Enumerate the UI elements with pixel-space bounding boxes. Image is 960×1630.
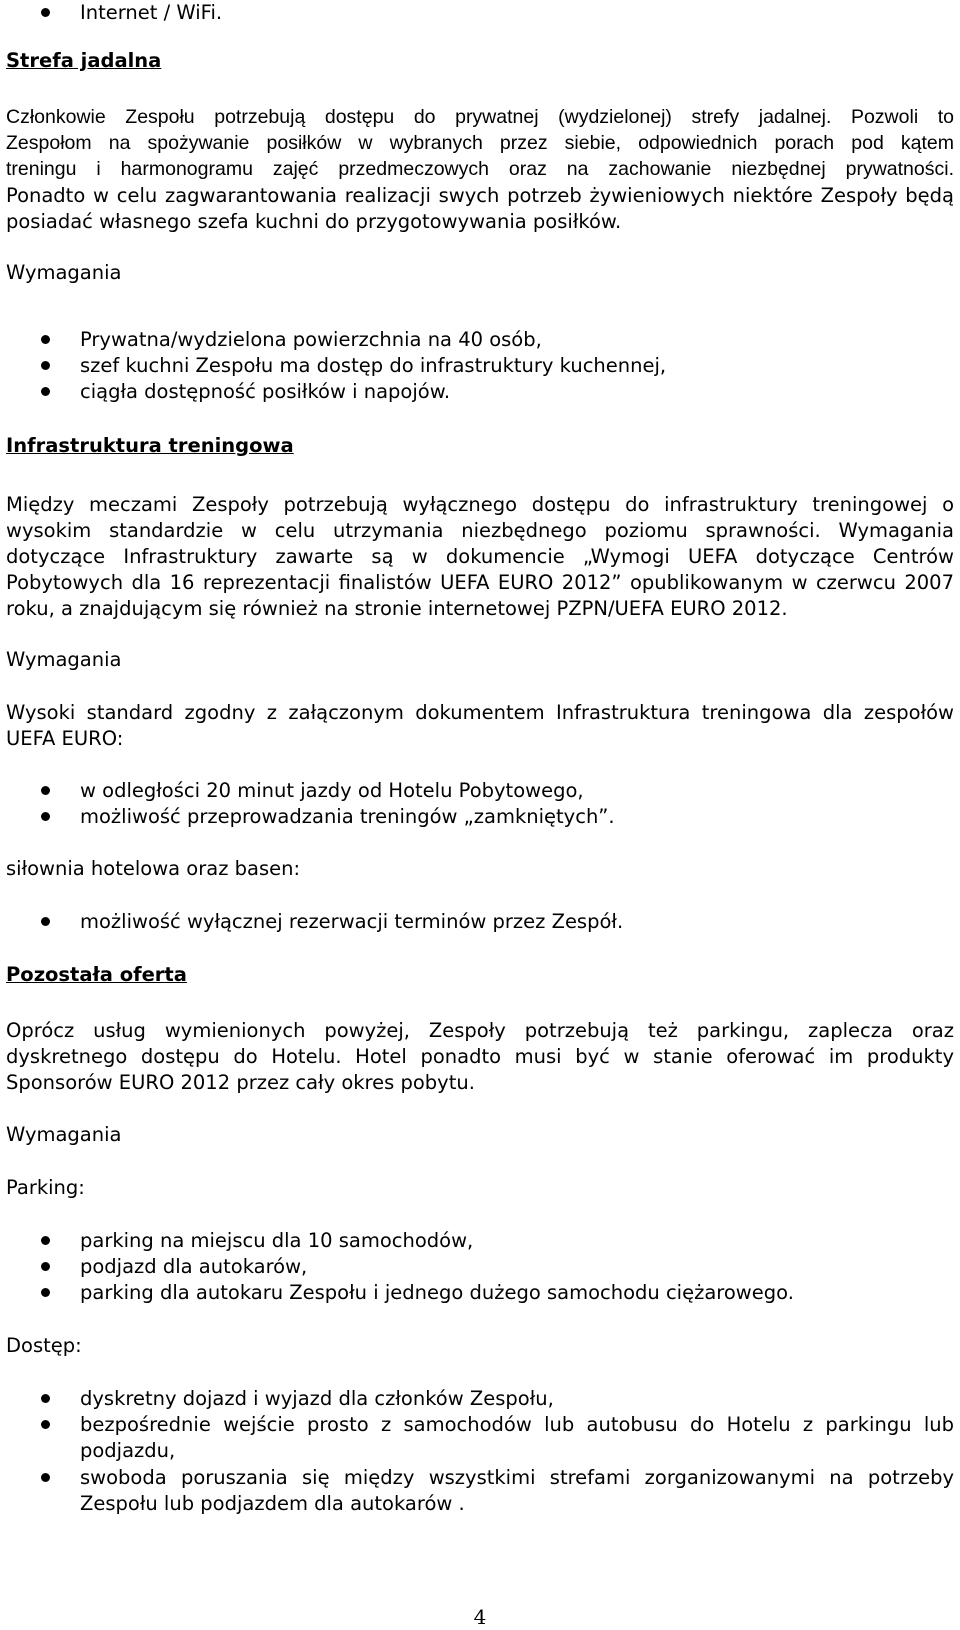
paragraph-line: Wysoki standard zgodny z załączonym dokumentem Infrastruktura treningowa dla zespołów [6, 701, 954, 724]
bullet-dot [41, 361, 50, 370]
list-item-continuation: Zespołu lub podjazdem dla autokarów . [80, 1492, 465, 1515]
requirements-label: Wymagania [6, 261, 122, 284]
paragraph-line: wysokim standardzie w celu utrzymania niezbędnego poziomu sprawności. Wymagania [6, 519, 954, 542]
list-item-continuation: podjazdu, [80, 1439, 176, 1462]
list-item: bezpośrednie wejście prosto z samochodów lub autobusu do Hotelu z parkingu lub [80, 1413, 954, 1436]
paragraph-line: UEFA EURO: [6, 727, 124, 750]
list-item: Internet / WiFi. [80, 1, 223, 24]
bullet-dot [41, 1262, 50, 1271]
bullet-dot [41, 1236, 50, 1245]
bullet-dot [41, 335, 50, 344]
bullet-dot [41, 387, 50, 396]
list-item: parking dla autokaru Zespołu i jednego dużego samochodu ciężarowego. [80, 1281, 794, 1304]
paragraph-line: roku, a znajdującym się również na stronie internetowej PZPN/UEFA EURO 2012. [6, 597, 788, 620]
bullet-dot [41, 1288, 50, 1297]
requirements-label: Wymagania [6, 648, 122, 671]
list-item: podjazd dla autokarów, [80, 1255, 308, 1278]
parking-label: Parking: [6, 1176, 85, 1199]
gym-label: siłownia hotelowa oraz basen: [6, 857, 301, 880]
bullet-dot [41, 786, 50, 795]
access-label: Dostęp: [6, 1334, 82, 1357]
section-heading-other: Pozostała oferta [6, 963, 187, 986]
bullet-dot [41, 812, 50, 821]
list-item: Prywatna/wydzielona powierzchnia na 40 osób, [80, 328, 542, 351]
bullet-dot [41, 8, 50, 17]
paragraph-line: Sponsorów EURO 2012 przez cały okres pobytu. [6, 1071, 475, 1094]
bullet-dot [41, 1394, 50, 1403]
list-item: parking na miejscu dla 10 samochodów, [80, 1229, 474, 1252]
bullet-dot [41, 1420, 50, 1429]
paragraph-line: Pobytowych dla 16 reprezentacji finalistów UEFA EURO 2012” opublikowanym w czerwcu 2007 [6, 571, 954, 594]
paragraph-line: Zespołom na spożywanie posiłków w wybranych przez siebie, odpowiednich porach pod kątem [6, 132, 954, 154]
paragraph-line: Członkowie Zespołu potrzebują dostępu do prywatnej (wydzielonej) strefy jadalnej. Pozwoli to [6, 106, 954, 128]
list-item: w odległości 20 minut jazdy od Hotelu Pobytowego, [80, 779, 584, 802]
bullet-dot [41, 917, 50, 926]
page-number: 4 [473, 1605, 487, 1629]
paragraph-line: Ponadto w celu zagwarantowania realizacji swych potrzeb żywieniowych niektóre Zespoły będą [6, 184, 954, 207]
requirements-label: Wymagania [6, 1123, 122, 1146]
bullet-dot [41, 1473, 50, 1482]
list-item: możliwość przeprowadzania treningów „zamkniętych”. [80, 805, 615, 828]
section-heading-dining: Strefa jadalna [6, 49, 162, 72]
paragraph-line: Oprócz usług wymienionych powyżej, Zespoły potrzebują też parkingu, zaplecza oraz [6, 1019, 954, 1042]
paragraph-line: posiadać własnego szefa kuchni do przygotowywania posiłków. [6, 210, 622, 233]
list-item: ciągła dostępność posiłków i napojów. [80, 380, 451, 403]
section-heading-training: Infrastruktura treningowa [6, 434, 294, 457]
paragraph-line: Między meczami Zespoły potrzebują wyłącznego dostępu do infrastruktury treningowej o [6, 493, 954, 516]
list-item: dyskretny dojazd i wyjazd dla członków Zespołu, [80, 1387, 554, 1410]
list-item: możliwość wyłącznej rezerwacji terminów przez Zespół. [80, 910, 624, 933]
paragraph-line: dotyczące Infrastruktury zawarte są w dokumencie „Wymogi UEFA dotyczące Centrów [6, 545, 954, 568]
paragraph-line: dyskretnego dostępu do Hotelu. Hotel ponadto musi być w stanie oferować im produkty [6, 1045, 954, 1068]
list-item: szef kuchni Zespołu ma dostęp do infrastruktury kuchennej, [80, 354, 667, 377]
paragraph-line: treningu i harmonogramu zajęć przedmeczowych oraz na zachowanie niezbędnej prywatności. [6, 158, 954, 180]
list-item: swoboda poruszania się między wszystkimi strefami zorganizowanymi na potrzeby [80, 1466, 954, 1489]
